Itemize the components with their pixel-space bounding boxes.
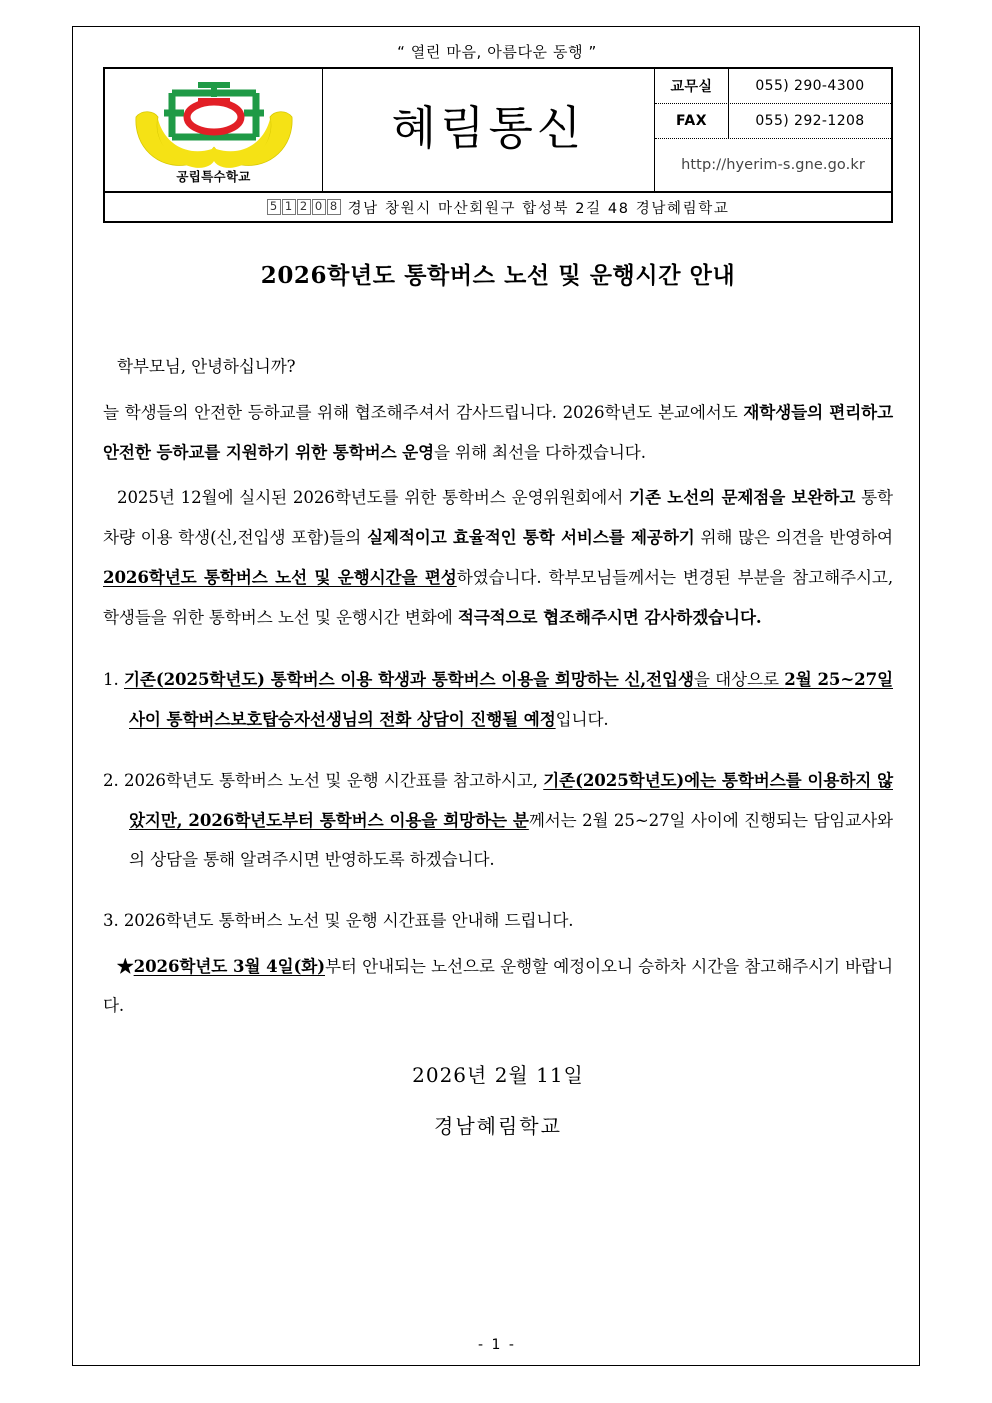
logo-caption: 공립특수학교 bbox=[176, 169, 251, 184]
para2-bold1: 기존 노선의 문제점을 보완하고 bbox=[629, 487, 856, 508]
item2-number: 2. bbox=[103, 771, 119, 791]
item1-tail: 입니다. bbox=[555, 709, 609, 729]
greeting-text: 학부모님, 안녕하십니까? bbox=[117, 357, 296, 376]
contact-row-fax bbox=[655, 104, 891, 139]
para2-part1: 2025년 12월에 실시된 2026학년도를 위한 통학버스 운영위원회에서 bbox=[117, 488, 630, 508]
para2-part3: 통학차량 이용 학생(신,전입생 포함)들의 bbox=[103, 488, 893, 548]
address-text: 경남 창원시 마산회원구 합성북 2길 48 경남혜림학교 bbox=[347, 200, 730, 217]
page-title: 2026학년도 통학버스 노선 및 운행시간 안내 bbox=[260, 262, 736, 289]
zipcode-digit-2: 1 bbox=[282, 199, 296, 215]
contact-value-office: 055) 290-4300 bbox=[755, 78, 865, 94]
page-number: - 1 - bbox=[478, 1337, 516, 1353]
masthead-top-row bbox=[105, 69, 891, 191]
para2-bold2: 실제적이고 효율적인 통학 서비스를 제공하기 bbox=[366, 527, 695, 548]
para2-part7: 하였습니다. 학부모님들께서는 변경된 부분을 참고해주시고, 학생들을 위한 통학버스 노선 및 운행시간 변화에 bbox=[103, 568, 893, 627]
list-item-3 bbox=[103, 902, 893, 941]
list-item-1 bbox=[103, 660, 893, 740]
list-item-2 bbox=[103, 761, 893, 879]
item2-part1: 2026학년도 통학버스 노선 및 운행 시간표를 참고하시고, bbox=[118, 771, 544, 791]
item3-part3: 부터 안내되는 노선으로 운행할 예정이오니 승하차 시간을 참고해주시기 바랍니다. bbox=[103, 956, 893, 1015]
masthead-table bbox=[103, 67, 893, 223]
logo-cell bbox=[105, 69, 323, 191]
item1-number: 1. bbox=[103, 669, 119, 689]
document-body bbox=[103, 257, 893, 1139]
zipcode-boxes bbox=[267, 199, 341, 215]
signoff-block bbox=[103, 1059, 893, 1139]
school-name: 경남혜림학교 bbox=[434, 1114, 562, 1139]
item3-part1: 2026학년도 통학버스 노선 및 운행 시간표를 안내해 드립니다. bbox=[118, 910, 574, 930]
paper-title: 혜림통신 bbox=[391, 101, 586, 155]
paper-title-cell bbox=[323, 69, 655, 191]
list-item-3-note bbox=[103, 947, 893, 1026]
star-icon: ★ bbox=[117, 955, 134, 976]
page-inner bbox=[73, 27, 921, 1367]
para2-bold-underline: 2026학년도 통학버스 노선 및 운행시간을 편성 bbox=[103, 567, 457, 588]
contact-value-fax: 055) 292-1208 bbox=[755, 113, 865, 129]
zipcode-digit-4: 0 bbox=[312, 199, 326, 215]
item2-part3: 께서는 2월 25~27일 사이에 진행되는 담임교사와의 상담을 통해 알려주시면 반영하도록 하겠습니다. bbox=[129, 811, 893, 870]
para1-part1: 늘 학생들의 안전한 등하교를 위해 협조해주셔서 감사드립니다. 2026학년도 본교에서도 bbox=[103, 402, 744, 422]
item2-bold-underline: 기존(2025학년도)에는 통학버스를 이용하지 않았지만, 2026학년도부터 통학버스 이용을 희망하는 분 bbox=[129, 770, 893, 831]
issue-date: 2026년 2월 11일 bbox=[412, 1063, 584, 1088]
school-website-link[interactable]: http://hyerim-s.gne.go.kr bbox=[681, 157, 865, 173]
para1-part3: 을 위해 최선을 다하겠습니다. bbox=[434, 442, 646, 462]
item3-bold-underline: 2026학년도 3월 4일(화) bbox=[133, 955, 325, 976]
zipcode-digit-3: 2 bbox=[297, 199, 311, 215]
contact-label-office: 교무실 bbox=[655, 69, 729, 103]
item3-number: 3. bbox=[103, 910, 119, 930]
contact-row-office bbox=[655, 69, 891, 104]
para2-bold3: 적극적으로 협조해주시면 감사하겠습니다. bbox=[457, 606, 762, 627]
zipcode-digit-1: 5 bbox=[267, 199, 281, 215]
item1-bold-underline-2: 2월 25~27일 사이 통학버스보호탑승자선생님의 전화 상담이 진행될 예정 bbox=[129, 668, 893, 729]
item1-underline: 을 대상으로 bbox=[693, 669, 785, 689]
greeting-paragraph bbox=[103, 348, 893, 387]
address-line bbox=[267, 197, 730, 218]
masthead-address-row bbox=[105, 191, 891, 221]
item1-bold-underline-1: 기존(2025학년도) 통학버스 이용 학생과 통학버스 이용을 희망하는 신,전입생 bbox=[124, 668, 694, 689]
contact-cell bbox=[655, 69, 891, 191]
para2-part5: 위해 많은 의견을 반영하여 bbox=[694, 528, 893, 548]
school-tagline: “ 열린 마음, 아름다운 동행 ” bbox=[397, 43, 597, 61]
paragraph-2 bbox=[103, 478, 893, 637]
page-frame bbox=[72, 26, 920, 1366]
zipcode-digit-5: 8 bbox=[327, 199, 341, 215]
contact-label-fax: FAX bbox=[655, 104, 729, 138]
paragraph-1 bbox=[103, 393, 893, 473]
para1-bold: 재학생들의 편리하고 안전한 등하교를 지원하기 위한 통학버스 운영 bbox=[103, 401, 893, 462]
